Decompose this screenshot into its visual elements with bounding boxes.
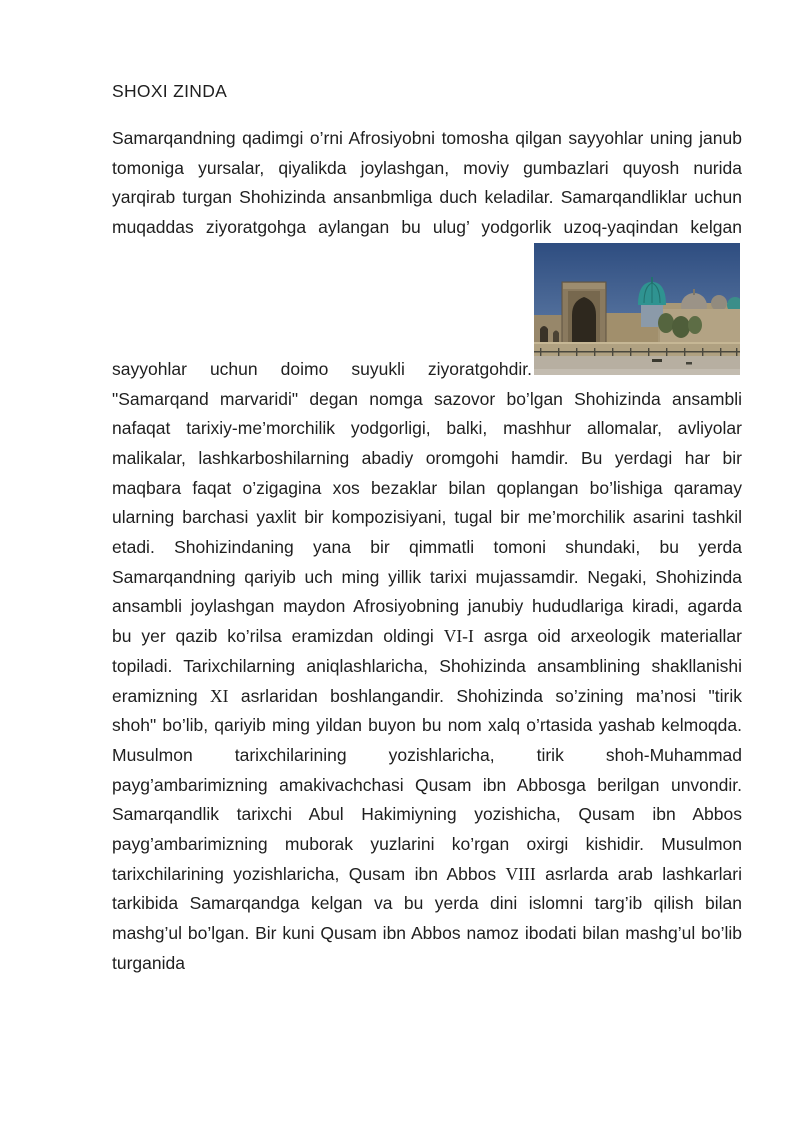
roman-numeral-segment: XI [210, 685, 229, 706]
photo-tree-2 [672, 316, 690, 338]
page-title: SHOXI ZINDA [112, 81, 228, 101]
roman-numeral-segment: VI-I [443, 626, 474, 647]
photo-dome-spire [651, 277, 653, 283]
photo-ground-light [534, 369, 740, 375]
photo-dark-object-1 [652, 359, 662, 362]
photo-tree-3 [688, 316, 702, 334]
paragraph-text-before-image: Samarqandning qadimgi o’rni Afrosiyobni tomosha qilgan sayyohlar uning janub tomoniga yursalar, qiyalikda joylashgan, moviy gumbazlari quyosh nurida yarqirab turgan Shohizinda ansanbmliga duch keladilar. Samarqandliklar uchun muqaddas ziyoratgohga aylangan bu ulug’ yodgorlik uzoq-yaqindan kelgan sayyohlar uchun doimo suyukli ziyoratgohdir. [112, 128, 742, 379]
text-segment: asrga oid arxeologik materiallar topiladi. Tarixchilarning aniqlashlaricha, Shohizinda ansamblining shakllanishi eramizning [112, 626, 742, 706]
text-segment: asrlaridan boshlangandir. Shohizinda so’zining ma’nosi "tirik shoh" bo’lib, qariyib ming yildan buyon bu nom xalq o’rtasida yashab kelmoqda. Musulmon tarixchilarining yozishlaricha, tirik shoh-Muhammad payg’ambarimizning amakivachchasi Qusam ibn Abbosga berilgan unvondir. Samarqandlik tarixchi Abul Hakimiyning yozishicha, Qusam ibn Abbos payg’ambarimizning muborak yuzlarini ko’rgan oxirgi kishidir. Musulmon tarixchilarining yozishlaricha, Qusam ibn Abbos [112, 685, 742, 884]
paragraph-text-after-image [112, 389, 742, 973]
photo-front-wall [534, 344, 740, 356]
body-paragraph [112, 124, 742, 979]
photo-dark-object-2 [686, 362, 692, 365]
photo-fence-rail [534, 351, 740, 353]
photo-dome-finial [693, 289, 695, 295]
roman-numeral-segment: VIII [505, 863, 536, 884]
photo-small-gray-dome [711, 295, 727, 311]
text-segment: "Samarqand marvaridi" degan nomga sazovor bo’lgan Shohizinda ansambli nafaqat tarixiy-me’morchilik yodgorligi, balki, mashhur allomalar, avliyolar malikalar, lashkarboshilarning abadiy oromgohi hamdir. Bu yerdagi har bir maqbara faqat o’zigagina xos bezaklar bilan qoplangan bo’lishiga qaramay ularning barchasi yaxlit bir kompozisiyani, tugal bir me’morchilik asarini tashkil etadi. Shohizindaning yana bir qimmatli tomoni shundaki, bu yerda Samarqandning qariyib uch ming yillik tarixi mujassamdir. Negaki, Shohizinda ansambli joylashgan maydon Afrosiyobning janubiy hududlariga kiradi, agarda bu yer qazib ko’rilsa eramizdan oldingi [112, 388, 742, 647]
shohizinda-ensemble-photo [534, 243, 740, 375]
text-segment: asrlarda arab lashkarlari tarkibida Samarqandga kelgan va bu yerda dini islomni targ’ib qilish bilan mashg’ul bo’lgan. Bir kuni Qusam ibn Abbos namoz ibodati bilan mashg’ul bo’lib turganida [112, 863, 742, 973]
photo-tree-1 [658, 313, 674, 333]
photo-portal-top-band [563, 283, 605, 289]
